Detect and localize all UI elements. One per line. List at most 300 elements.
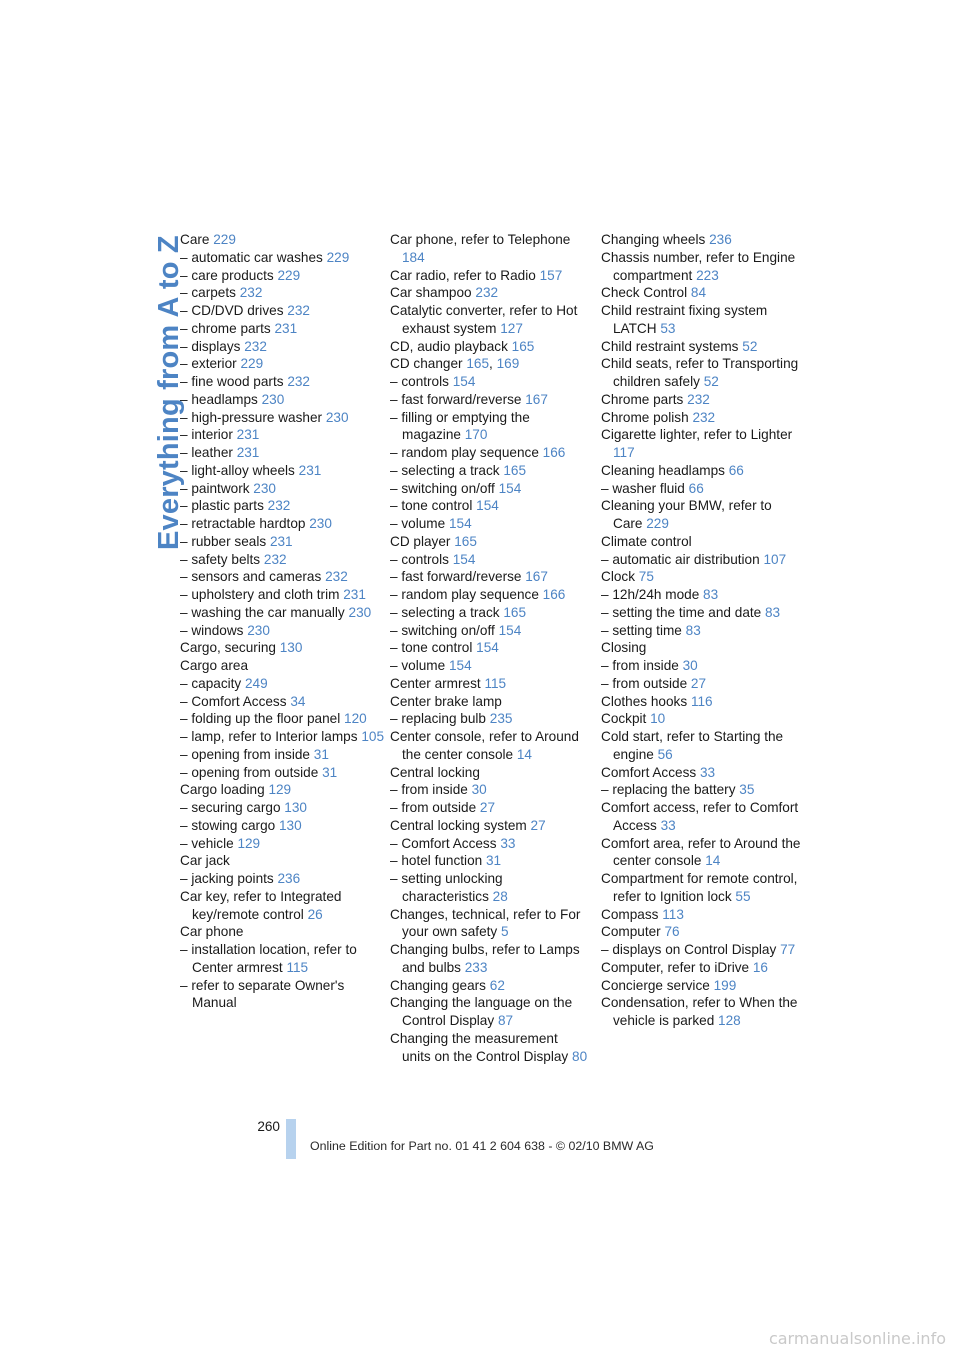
index-entry <box>390 480 590 498</box>
index-entry <box>180 391 385 409</box>
index-entry <box>180 515 385 533</box>
entry-text: – controls <box>390 551 449 567</box>
index-entry <box>601 835 801 871</box>
page-link[interactable]: 223 <box>696 267 719 283</box>
entry-text: Clothes hooks <box>601 693 688 709</box>
page-link[interactable]: 14 <box>516 746 532 762</box>
page-link[interactable]: 231 <box>269 533 293 549</box>
index-entry <box>180 320 385 338</box>
page-link[interactable]: 231 <box>236 427 260 443</box>
index-entry <box>601 284 801 302</box>
index-entry <box>390 444 590 462</box>
index-entry <box>180 568 385 586</box>
page-link[interactable]: 229 <box>213 232 236 247</box>
page-link[interactable]: 167 <box>525 391 548 407</box>
page-link[interactable]: 115 <box>286 959 309 975</box>
index-entry <box>601 959 801 977</box>
entry-text: Cigarette lighter, refer to Lighter <box>601 427 793 443</box>
page-link[interactable]: 113 <box>662 906 684 922</box>
entry-text: – lamp, refer to Interior lamps <box>180 729 358 744</box>
entry-text: Central locking <box>390 764 480 780</box>
entry-text: – selecting a track <box>390 462 500 478</box>
entry-text: Closing <box>601 640 647 656</box>
page-link[interactable]: 53 <box>660 320 676 336</box>
index-entry <box>601 622 801 640</box>
index-entry <box>390 657 590 675</box>
index-entry <box>180 355 385 373</box>
index-entry <box>180 923 385 941</box>
entry-text: – rubber seals <box>180 533 267 549</box>
page-link[interactable]: 84 <box>690 285 707 301</box>
entry-text: – switching on/off <box>390 480 495 496</box>
page-link[interactable]: 230 <box>261 391 285 407</box>
entry-text: – filling or emptying the magazine <box>390 409 530 443</box>
page-link[interactable]: 231 <box>298 462 322 478</box>
page-link[interactable]: 232 <box>263 551 287 567</box>
page-link[interactable]: 75 <box>638 569 654 585</box>
page-link[interactable]: 154 <box>452 374 476 389</box>
page-link[interactable]: 232 <box>287 303 310 318</box>
index-entry <box>180 639 385 657</box>
page-link[interactable]: 165 <box>503 604 527 620</box>
page-link[interactable]: 117 <box>613 445 635 460</box>
entry-text: Changing the measurement units on the Control Display <box>390 1030 569 1064</box>
page-link[interactable]: 16 <box>752 959 768 975</box>
index-entry <box>180 835 385 853</box>
entry-text: – vehicle <box>180 835 234 851</box>
entry-text: Child restraint fixing system LATCH <box>601 303 768 336</box>
index-entry <box>180 852 385 870</box>
index-entry <box>180 657 385 675</box>
entry-text: Child restraint systems <box>601 338 739 354</box>
index-entry <box>601 977 801 995</box>
entry-text: Car jack <box>180 853 230 869</box>
entry-text: – plastic parts <box>180 498 264 514</box>
page-link[interactable]: 184 <box>402 249 425 265</box>
page-link[interactable]: 154 <box>452 551 476 567</box>
page-link[interactable]: 77 <box>780 942 796 957</box>
index-entry <box>180 551 385 569</box>
entry-text: Car key, refer to Integrated key/remote control <box>180 888 342 922</box>
page-link[interactable]: 31 <box>322 764 338 780</box>
page-link[interactable]: 27 <box>690 675 707 691</box>
entry-text: – fast forward/reverse <box>390 569 522 585</box>
entry-text: – fast forward/reverse <box>390 391 522 407</box>
page-link[interactable]: 232 <box>475 285 499 301</box>
entry-text: – automatic air distribution <box>601 551 760 567</box>
page-link[interactable]: 233 <box>464 959 488 975</box>
index-entry <box>601 781 801 799</box>
index-entry <box>601 604 801 622</box>
entry-text: Cold start, refer to Starting the engine <box>601 729 784 762</box>
entry-text: – from outside <box>390 800 477 815</box>
page-link[interactable]: 165 <box>466 356 490 372</box>
page-link[interactable]: 33 <box>699 764 716 780</box>
page-link[interactable]: 31 <box>485 853 502 869</box>
page-link[interactable]: 66 <box>688 480 704 496</box>
index-entry <box>601 906 801 924</box>
page-link[interactable]: 66 <box>728 462 744 478</box>
entry-text: Condensation, refer to When the vehicle is parked <box>601 995 798 1028</box>
page-link[interactable]: 165 <box>511 338 535 354</box>
entry-text: – leather <box>180 445 233 460</box>
page-link[interactable]: 105 <box>361 729 385 744</box>
page-link[interactable]: 30 <box>471 782 487 798</box>
entry-text: – light-alloy wheels <box>180 462 295 478</box>
index-entry <box>390 391 590 409</box>
page-link[interactable]: 128 <box>718 1013 741 1028</box>
page-link[interactable]: 27 <box>479 800 496 815</box>
side-title-text: Everything from A to Z <box>153 235 185 550</box>
index-entry <box>390 604 590 622</box>
entry-text: Car radio, refer to Radio <box>390 267 536 283</box>
index-entry <box>180 426 385 444</box>
index-entry <box>180 781 385 799</box>
page-link[interactable]: 28 <box>492 888 508 904</box>
entry-text: Cargo loading <box>180 782 265 798</box>
page-link[interactable]: 107 <box>763 551 787 567</box>
entry-text: Car phone <box>180 924 244 940</box>
page-link[interactable]: 166 <box>542 587 566 602</box>
index-entry <box>390 977 590 995</box>
index-entry <box>390 338 590 356</box>
entry-text: Chrome parts <box>601 391 684 407</box>
entry-text: Changing the language on the Control Display <box>390 995 573 1028</box>
page-link[interactable]: 56 <box>657 746 673 762</box>
index-entry <box>601 497 801 533</box>
page-link[interactable]: 230 <box>348 604 372 620</box>
page-link[interactable]: 230 <box>253 480 276 496</box>
entry-text: – chrome parts <box>180 320 271 336</box>
index-entry <box>390 302 590 338</box>
index-entry <box>390 551 590 569</box>
page-link[interactable]: 154 <box>448 658 472 673</box>
entry-text: – interior <box>180 427 233 443</box>
index-entry <box>180 746 385 764</box>
page-link[interactable]: 154 <box>448 516 472 531</box>
page-link[interactable]: 232 <box>692 409 716 425</box>
page-link[interactable]: 231 <box>236 445 260 460</box>
index-entry <box>180 533 385 551</box>
index-entry <box>601 249 801 285</box>
page-link[interactable]: 249 <box>245 675 268 691</box>
index-entry <box>390 533 590 551</box>
page-link[interactable]: 169 <box>496 356 520 372</box>
page-link[interactable]: 229 <box>240 356 264 372</box>
entry-text: – 12h/24h mode <box>601 587 700 602</box>
entry-text: – setting time <box>601 622 682 638</box>
index-entry <box>180 870 385 888</box>
entry-text: – Comfort Access <box>390 835 497 851</box>
index-entry <box>180 817 385 835</box>
page-link[interactable]: 35 <box>739 782 755 798</box>
entry-text: Cockpit <box>601 711 647 727</box>
index-entry <box>180 480 385 498</box>
index-entry <box>390 870 590 906</box>
entry-text: Compass <box>601 906 659 922</box>
page-link[interactable]: 232 <box>244 338 267 354</box>
page-link[interactable]: 232 <box>287 374 310 389</box>
entry-text: – setting unlocking characteristics <box>390 871 503 904</box>
index-entry <box>180 941 385 977</box>
index-entry <box>601 568 801 586</box>
index-entry <box>180 622 385 640</box>
entry-text: – care products <box>180 267 274 283</box>
index-entry <box>180 249 385 267</box>
entry-text: – displays on Control Display <box>601 942 777 957</box>
page-link[interactable]: 76 <box>664 924 680 940</box>
entry-text: Concierge service <box>601 977 710 993</box>
entry-text: – controls <box>390 374 449 389</box>
index-entry <box>390 373 590 391</box>
index-entry <box>390 710 590 728</box>
index-entry <box>180 409 385 427</box>
entry-text: – replacing the battery <box>601 782 736 798</box>
entry-text: Computer, refer to iDrive <box>601 959 750 975</box>
entry-text: – washer fluid <box>601 480 685 496</box>
index-entry <box>390 799 590 817</box>
page-link[interactable]: 235 <box>489 711 513 727</box>
page-link[interactable]: 166 <box>542 445 566 460</box>
index-entry <box>390 231 590 267</box>
entry-text: – automatic car washes <box>180 249 323 265</box>
page-link[interactable]: 33 <box>660 817 676 833</box>
entry-text: Cleaning headlamps <box>601 462 725 478</box>
index-entry <box>601 693 801 711</box>
entry-text: – displays <box>180 338 241 354</box>
entry-text: Changing wheels <box>601 232 706 247</box>
entry-text: Cargo, securing <box>180 640 276 656</box>
entry-text: Central locking system <box>390 817 527 833</box>
page-link[interactable]: 154 <box>476 498 499 514</box>
entry-text: Car phone, refer to Telephone <box>390 232 571 247</box>
page-link[interactable]: 154 <box>498 480 522 496</box>
index-entry <box>180 728 385 746</box>
page-link[interactable]: 230 <box>247 622 270 638</box>
page-link[interactable]: 83 <box>685 622 701 638</box>
index-entry <box>601 391 801 409</box>
index-entry <box>390 586 590 604</box>
side-title <box>118 230 185 550</box>
index-entry <box>180 764 385 782</box>
index-entry <box>390 515 590 533</box>
entry-text: – washing the car manually <box>180 604 345 620</box>
page-link[interactable]: 170 <box>464 427 488 443</box>
page-link[interactable]: 167 <box>525 569 548 585</box>
entry-text: Compartment for remote control, refer to Ignition lock <box>601 871 798 904</box>
page-link[interactable]: 33 <box>500 835 516 851</box>
entry-text: – hotel function <box>390 853 483 869</box>
index-entry <box>601 923 801 941</box>
entry-text: – paintwork <box>180 480 250 496</box>
index-entry <box>601 480 801 498</box>
entry-text: – volume <box>390 516 446 531</box>
index-entry <box>601 426 801 462</box>
index-entry <box>390 622 590 640</box>
entry-text: Car shampoo <box>390 285 472 301</box>
entry-text: – CD/DVD drives <box>180 303 284 318</box>
page-link[interactable]: 154 <box>476 640 499 656</box>
entry-text: – tone control <box>390 640 473 656</box>
entry-text: – random play sequence <box>390 445 539 460</box>
page-link[interactable]: 52 <box>703 374 719 389</box>
entry-text: – from outside <box>601 675 688 691</box>
entry-text: – carpets <box>180 285 236 301</box>
page-link[interactable]: 14 <box>705 853 721 869</box>
entry-text: Clock <box>601 569 635 585</box>
entry-text: Center brake lamp <box>390 693 502 709</box>
page-link[interactable]: 236 <box>709 232 732 247</box>
page-link[interactable]: 34 <box>290 693 306 709</box>
page-link[interactable]: 31 <box>313 746 329 762</box>
index-entry <box>180 977 385 1013</box>
entry-text: – jacking points <box>180 871 274 886</box>
entry-text: – fine wood parts <box>180 374 284 389</box>
page-link[interactable]: 27 <box>530 817 546 833</box>
index-entry <box>180 231 385 249</box>
page-link[interactable]: 232 <box>687 391 710 407</box>
page-link[interactable]: 55 <box>735 888 751 904</box>
page-link[interactable]: 199 <box>713 977 737 993</box>
page-link[interactable]: 83 <box>765 604 781 620</box>
entry-text: – from inside <box>601 658 679 673</box>
index-entry <box>180 799 385 817</box>
page-link[interactable]: 120 <box>344 711 367 727</box>
entry-text: – random play sequence <box>390 587 539 602</box>
entry-text: – volume <box>390 658 446 673</box>
index-entry <box>601 941 801 959</box>
index-entry <box>390 728 590 764</box>
page-link[interactable]: 127 <box>500 320 523 336</box>
entry-text: – high-pressure washer <box>180 409 323 425</box>
page-link[interactable]: 165 <box>503 462 527 478</box>
entry-text: CD, audio playback <box>390 338 508 354</box>
page-link[interactable]: 130 <box>279 817 302 833</box>
entry-text: CD changer <box>390 356 463 372</box>
page-link[interactable]: 129 <box>268 782 292 798</box>
page-link[interactable]: 83 <box>703 587 719 602</box>
index-entry <box>180 675 385 693</box>
page-link[interactable]: 231 <box>343 587 366 602</box>
index-entry <box>180 888 385 924</box>
entry-text: – setting the time and date <box>601 604 762 620</box>
entry-text: Changes, technical, refer to For your own safety <box>390 906 581 940</box>
entry-text: – refer to separate Owner's Manual <box>180 977 345 1011</box>
entry-text: – capacity <box>180 675 242 691</box>
entry-text: Cleaning your BMW, refer to Care <box>601 498 772 531</box>
index-entry <box>601 533 801 551</box>
index-entry <box>601 355 801 391</box>
footer-edition-text: Online Edition for Part no. 01 41 2 604 638 - © 02/10 BMW AG <box>310 1139 654 1153</box>
page-link[interactable]: 80 <box>572 1048 588 1064</box>
entry-text: – retractable hardtop <box>180 516 306 531</box>
page-link[interactable]: 232 <box>325 569 348 585</box>
index-entry <box>390 497 590 515</box>
entry-text: Chrome polish <box>601 409 689 425</box>
index-entry <box>390 639 590 657</box>
entry-text: Chassis number, refer to Engine compartment <box>601 249 796 283</box>
footer-bar <box>286 1119 296 1159</box>
entry-text: – stowing cargo <box>180 817 276 833</box>
index-entry <box>390 1030 590 1066</box>
index-entry <box>601 551 801 569</box>
entry-text: – from inside <box>390 782 468 798</box>
index-entry <box>180 444 385 462</box>
index-entry <box>390 852 590 870</box>
page-link[interactable]: 230 <box>325 409 349 425</box>
index-entry <box>390 693 590 711</box>
page-link[interactable]: 10 <box>650 711 666 727</box>
index-entry <box>601 657 801 675</box>
page-link[interactable]: 115 <box>484 675 507 691</box>
index-entry <box>601 231 801 249</box>
entry-text: CD player <box>390 533 451 549</box>
page-link[interactable]: 87 <box>497 1013 514 1028</box>
page-link[interactable]: 231 <box>274 320 298 336</box>
page-link[interactable]: 5 <box>500 924 509 940</box>
index-entry <box>601 302 801 338</box>
page-link[interactable]: 236 <box>277 871 301 886</box>
entry-text: Comfort area, refer to Around the center console <box>601 835 801 869</box>
page-link[interactable]: 116 <box>690 693 713 709</box>
entry-text: – opening from inside <box>180 746 310 762</box>
page-link[interactable]: 165 <box>454 533 477 549</box>
index-entry <box>390 568 590 586</box>
page-link[interactable]: 157 <box>539 267 563 283</box>
page-link[interactable]: 232 <box>239 285 263 301</box>
page-link[interactable]: 26 <box>307 906 323 922</box>
page-link[interactable]: 154 <box>498 622 522 638</box>
page-number: 260 <box>257 1119 280 1134</box>
page-link[interactable]: 232 <box>267 498 291 514</box>
index-entry <box>601 710 801 728</box>
entry-text: Check Control <box>601 285 688 301</box>
page-link[interactable]: 229 <box>326 249 350 265</box>
page-link[interactable]: 130 <box>284 800 307 815</box>
entry-text: Center console, refer to Around the center console <box>390 729 579 762</box>
index-entry <box>180 338 385 356</box>
entry-text: – securing cargo <box>180 800 281 815</box>
entry-text: – opening from outside <box>180 764 319 780</box>
entry-text: – replacing bulb <box>390 711 486 727</box>
index-entry <box>180 586 385 604</box>
entry-text: Changing gears <box>390 977 486 993</box>
entry-text: – switching on/off <box>390 622 495 638</box>
entry-text: – windows <box>180 622 244 638</box>
entry-text: Center armrest <box>390 675 481 691</box>
entry-text: – sensors and cameras <box>180 569 322 585</box>
index-entry <box>390 835 590 853</box>
entry-text: Comfort Access <box>601 764 697 780</box>
page-link[interactable]: 52 <box>742 338 758 354</box>
page-link[interactable]: 30 <box>682 658 698 673</box>
index-entry <box>390 675 590 693</box>
page-link[interactable]: 62 <box>489 977 505 993</box>
index-entry <box>601 586 801 604</box>
entry-text: – headlamps <box>180 391 258 407</box>
page-link[interactable]: 129 <box>237 835 261 851</box>
index-column-3 <box>601 231 801 1030</box>
page-link[interactable]: 229 <box>646 516 669 531</box>
page-link[interactable]: 130 <box>279 640 303 656</box>
index-entry <box>180 373 385 391</box>
page-link[interactable]: 230 <box>309 516 332 531</box>
index-entry <box>601 409 801 427</box>
index-entry <box>601 764 801 782</box>
entry-text: – installation location, refer to Center armrest <box>180 942 357 975</box>
page-link[interactable]: 229 <box>277 267 301 283</box>
index-entry <box>601 994 801 1030</box>
